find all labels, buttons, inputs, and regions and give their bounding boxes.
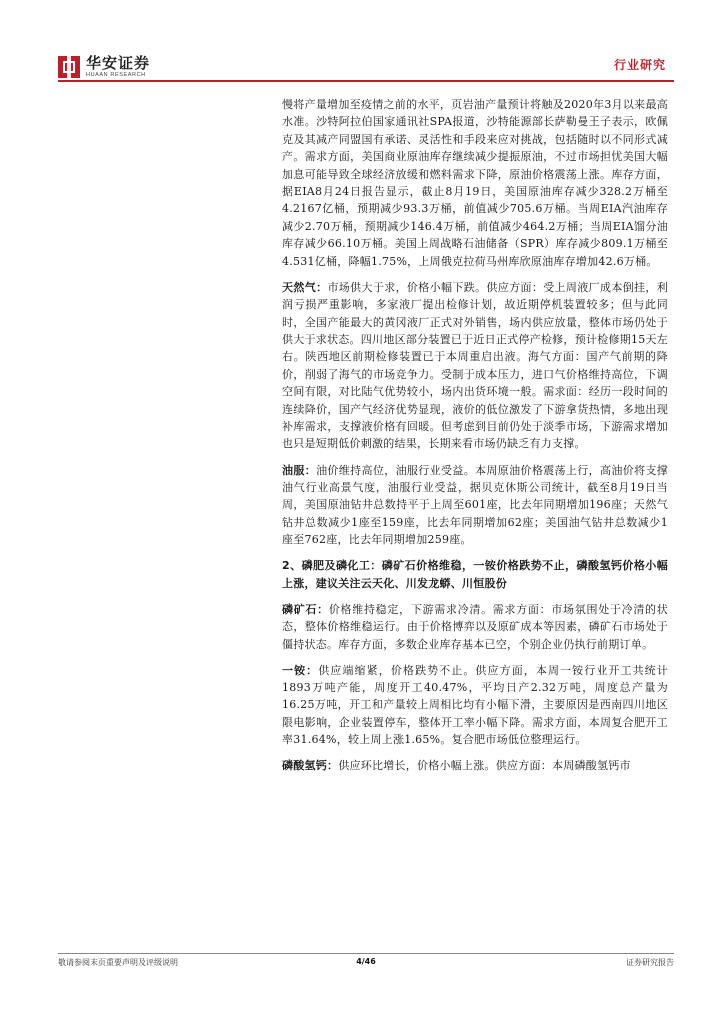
paragraph-phosphate-rock: 磷矿石：价格维持稳定，下游需求冷清。需求方面：市场氛围处于冷清的状态，整体价格维稳运行。由于价格博弈以及原矿成本等因素，磷矿石市场处于僵持状态。库存方面，多数企业库存基本已空，个别企业仍执行前期订单。 (282, 602, 668, 651)
disclaimer-note: 敬请参阅末页重要声明及评级说明 (58, 958, 178, 967)
page-footer (58, 957, 674, 971)
seal-icon (58, 56, 80, 78)
paragraph-map: 一铵：供应端缩紧，价格跌势不止。供应方面，本周一铵行业开工共统计1893万吨产能，周度开工40.47%，平均日产2.32万吨，周度总产量为16.25万吨，开工和产量较上周相比均有小幅下滑，主要原因是西南四川地区限电影响，企业装置停车，整体开工率小幅下降。需求方面，本周复合肥开工率31.64%，较上周上涨1.65%。复合肥市场低位整理运行。 (282, 663, 669, 747)
company-logo (58, 56, 150, 79)
footer-divider (58, 953, 674, 954)
header-divider (58, 80, 674, 82)
paragraph-lead: 天然气： (282, 280, 328, 294)
logo-english-name: HUAAN RESEARCH (86, 72, 146, 78)
paragraph-oilfield-services: 油服：油价维持高位，油服行业受益。本周原油价格震荡上行，高油价将支撑油气行业高景气度，油服行业受益，据贝克休斯公司统计，截至8月19日当周，美国原油钻井总数持平于上周至601座，比去年同期增加196座；天然气钻井总数减少1座至159座，比去年同期增加62座；美国油气钻井总数减少1座至762座，比去年同期增加259座。 (282, 463, 669, 547)
report-type: 证券研究报告 (626, 958, 674, 967)
paragraph-lead: 油服： (282, 463, 317, 477)
paragraph-lead: 磷酸氢钙： (282, 759, 339, 773)
paragraph-dcp: 磷酸氢钙：供应环比增长，价格小幅上涨。供应方面：本周磷酸氢钙市 (282, 759, 631, 773)
logo-chinese-name: 华安证券 (86, 54, 151, 72)
paragraph-lead: 磷矿石： (282, 602, 329, 616)
section-subheading: 2、磷肥及磷化工：磷矿石价格维稳，一铵价格跌势不止，磷酸氢钙价格小幅上涨，建议关注云天化、川发龙蟒、川恒股份 (282, 559, 668, 590)
paragraph-lead: 一铵： (282, 663, 319, 677)
paragraph-natural-gas: 天然气：市场供大于求，价格小幅下跌。供应方面：受上周液厂成本倒挂，利润亏损严重影响，多家液厂提出检修计划，故近期停机装置较多；但与此同时，全国产能最大的黄冈液厂正式对外销售，场内供应放量，整体市场仍处于供大于求状态。四川地区部分装置已于近日正式停产检修，预计检修期15天左右。陕西地区前期检修装置已于本周重启出液。海气方面：国产气前期的降价，削弱了海气的市场竞争力。受制于成本压力，进口气价格维持高位，下调空间有限，对比陆气优势较小，场内出货环境一般。需求面：经历一段时间的连续降价，国产气经济优势显现，液价的低位激发了下游拿货热情，多地出现补库需求，支撑液价格有回暖。但考虑到目前仍处于淡季市场，下游需求增加也只是短期低价刺激的结果，长期来看市场仍缺乏有力支撑。 (282, 280, 669, 451)
body-content (282, 96, 668, 775)
paragraph-oil-supply: 慢将产量增加至疫情之前的水平，页岩油产量预计将触及2020年3月以来最高水准。沙特阿拉伯国家通讯社SPA报道，沙特能源部长萨勒曼王子表示，欧佩克及其减产同盟国有承诺、灵活性和手段来应对挑战，包括随时以不同形式减产。需求方面，美国商业原油库存继续减少提振原油，不过市场担忧美国大幅加息可能导致全球经济放缓和燃料需求下降，原油价格震荡上涨。库存方面，据EIA8月24日报告显示，截止8月19日，美国原油库存减少328.2万桶至4.2167亿桶，预期减少93.3万桶，前值减少705.6万桶。当周EIA汽油库存减少2.70万桶，预期减少146.4万桶，前值减少464.2万桶；当周EIA馏分油库存减少66.10万桶。美国上周战略石油储备（SPR）库存减少809.1万桶至4.531亿桶，降幅1.75%，上周俄克拉荷马州库欣原油库存增加42.6万桶。 (282, 98, 668, 268)
section-title: 行业研究 (613, 58, 666, 72)
page-number: 4/46 (356, 957, 376, 966)
page-header (0, 0, 724, 90)
